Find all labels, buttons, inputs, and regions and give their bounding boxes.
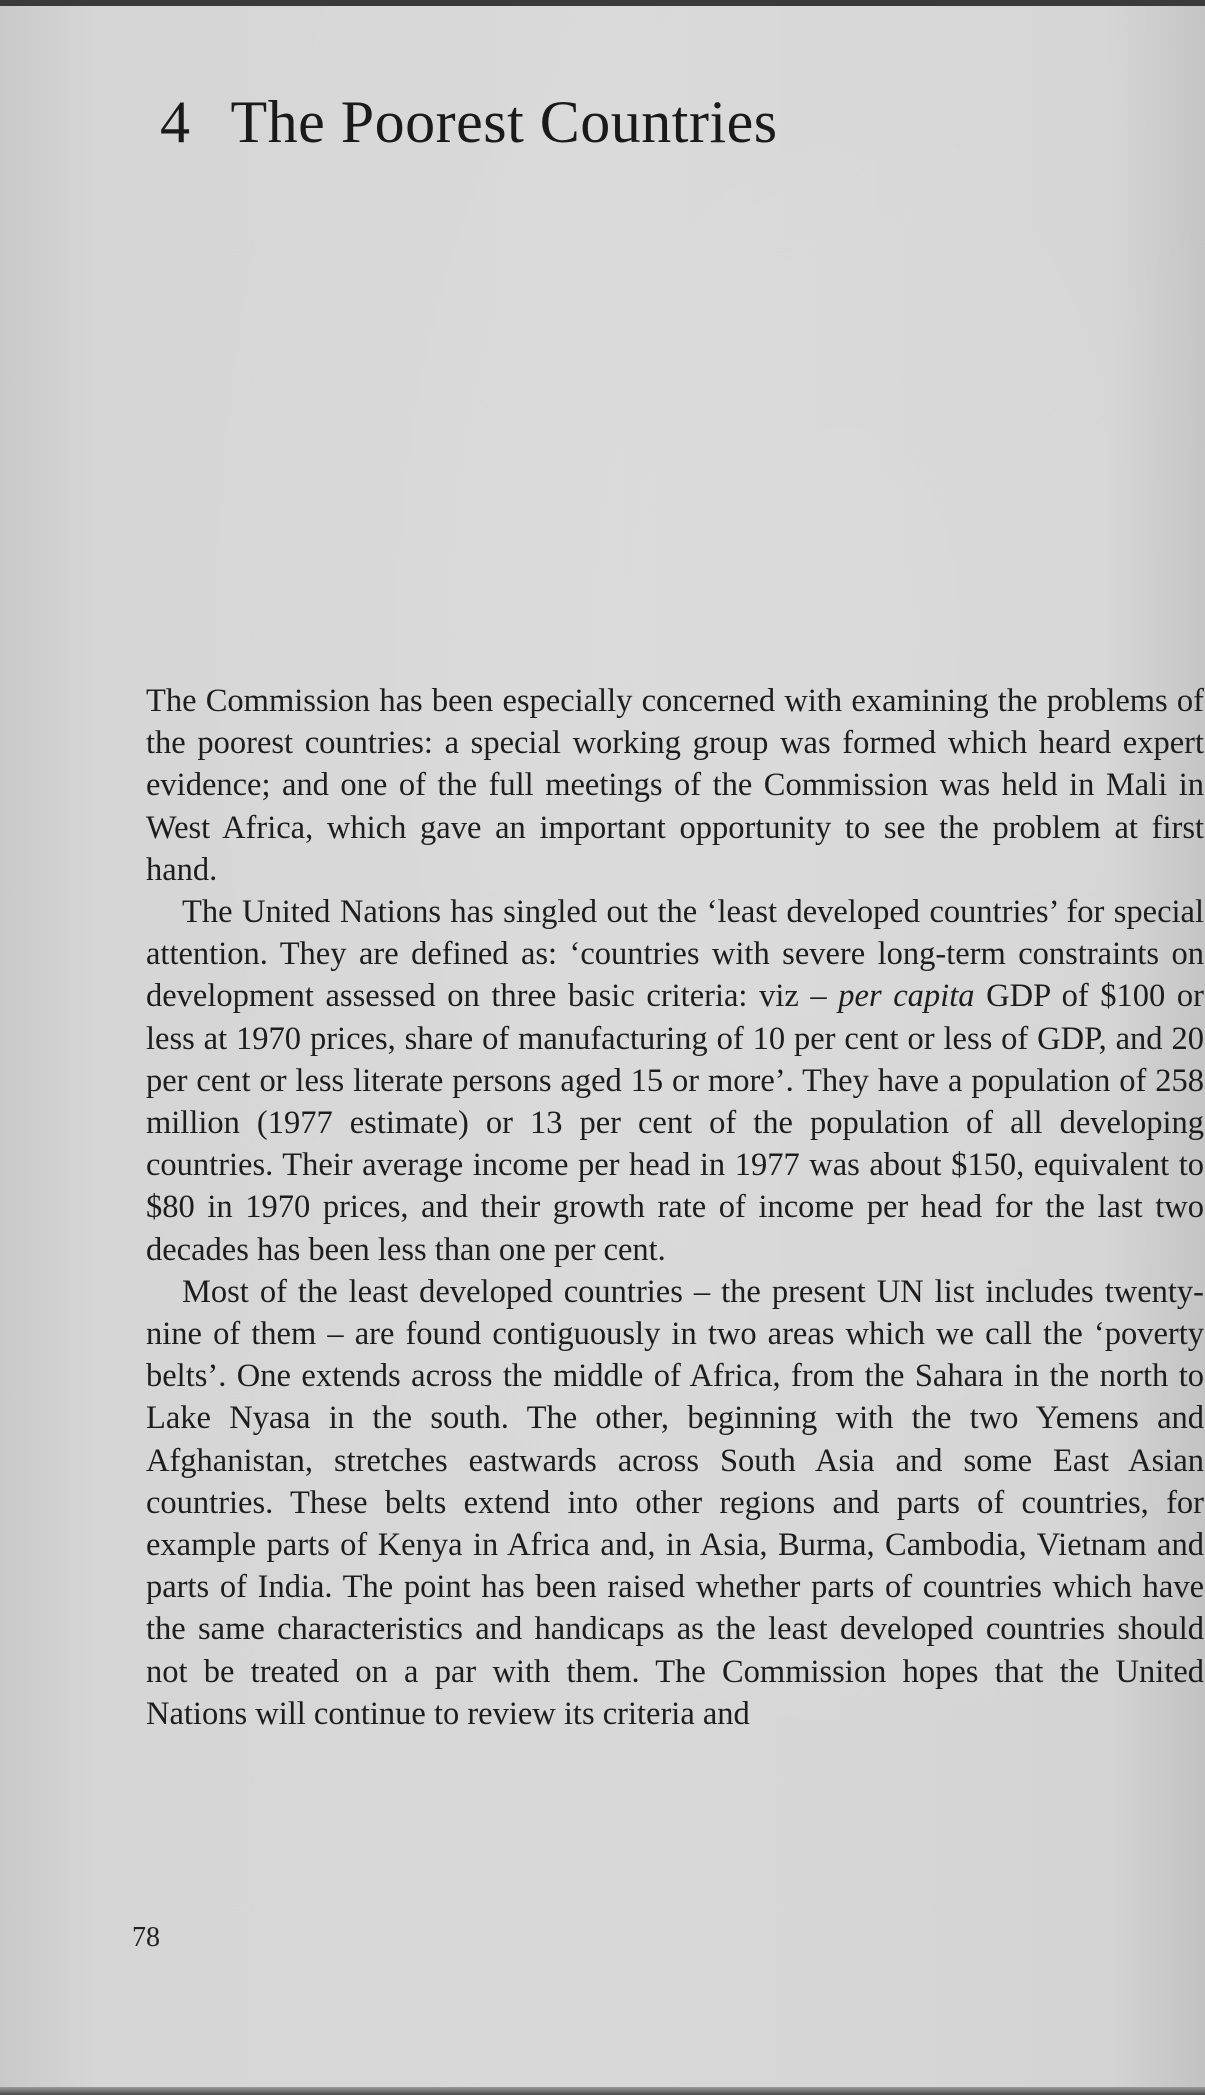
page-top-edge	[0, 0, 1205, 6]
chapter-title: The Poorest Countries	[230, 89, 778, 155]
paragraph: Most of the least developed countries – the present UN list includes twenty-nine of them – are found contiguously in two areas which we call the ‘poverty belts’. One extends across the middle of Africa, from the Sahara in the north to Lake Nyasa in the south. The other, beginning with the two Yemens and Afghanistan, stretches eastwards across South Asia and some East Asian countries. These belts extend into other regions and parts of countries, for example parts of Kenya in Africa and, in Asia, Burma, Cambodia, Vietnam and parts of India. The point has been raised whether parts of countries which have the same characteristics and handicaps as the least developed countries should not be treated on a par with them. The Commission hopes that the United Nations will continue to review its criteria and	[146, 1273, 1204, 1732]
paragraph: The Commission has been especially concerned with examining the problems of the poorest countries: a special working group was formed which heard expert evidence; and one of the full meetings of the Commission was held in Mali in West Africa, which gave an important opportunity to see the problem at first hand.	[146, 683, 1204, 888]
emphasis-per-capita: per capita	[838, 978, 975, 1015]
body-text	[146, 680, 1204, 1735]
chapter-heading	[160, 88, 778, 157]
paragraph: The United Nations has singled out the ‘least developed countries’ for special attention. They are defined as: ‘countries with severe long-term constraints on development assessed on three basic criteria: viz – per capita GDP of $100 or less at 1970 prices, share of manufacturing of 10 per cent or less of GDP, and 20 per cent or less literate persons aged 15 or more’. They have a population of 258 million (1977 estimate) or 13 per cent of the population of all developing countries. Their average income per head in 1977 was about $150, equivalent to $80 in 1970 prices, and their growth rate of income per head for the last two decades has been less than one per cent.	[146, 894, 1204, 1268]
page-bottom-edge	[0, 2087, 1205, 2095]
page-number: 78	[132, 1922, 160, 1953]
chapter-number: 4	[160, 89, 191, 155]
